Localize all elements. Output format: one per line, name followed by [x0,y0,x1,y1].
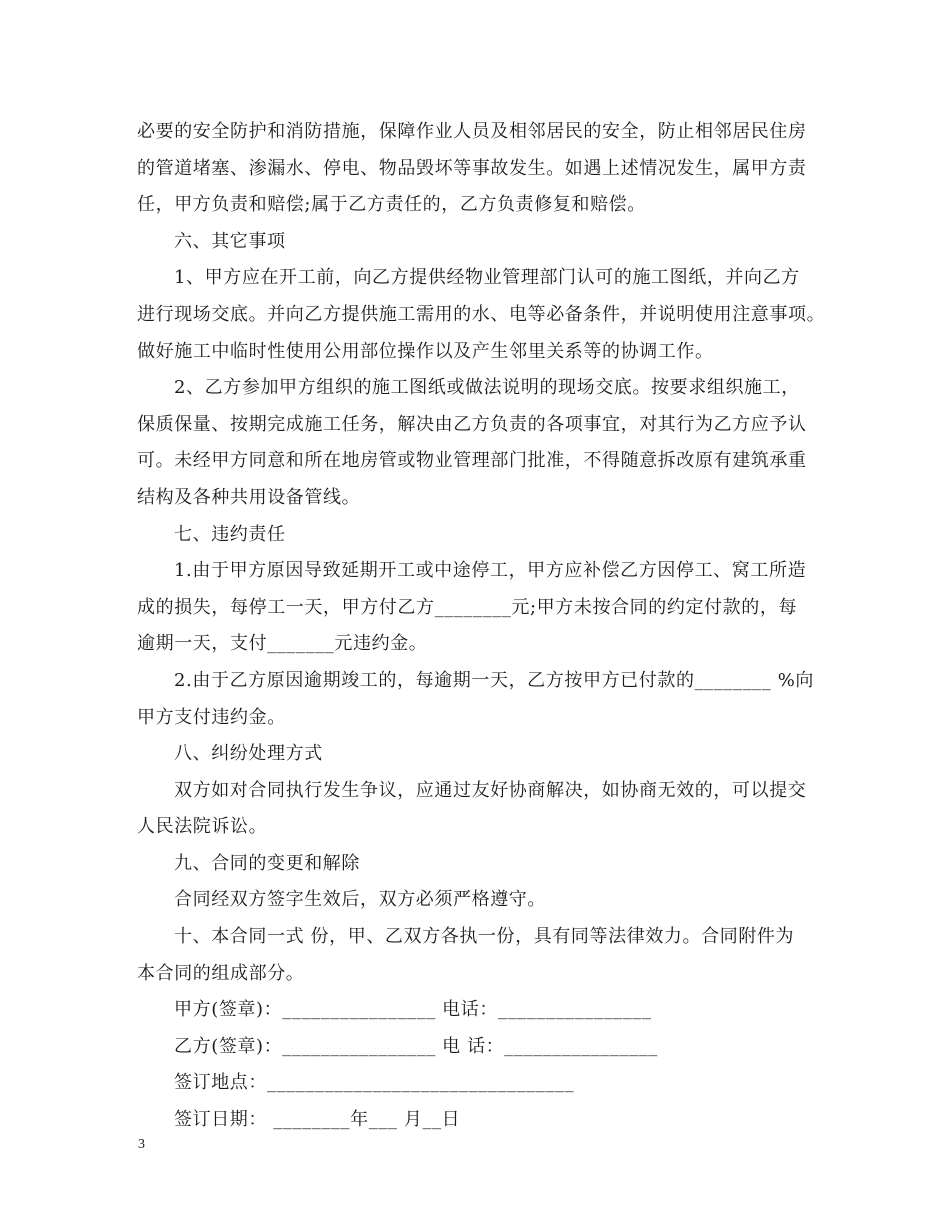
paragraph-line: 本合同的组成部分。 [137,962,305,984]
paragraph-line: 合同经双方签字生效后，双方必须严格遵守。 [174,889,546,911]
paragraph-line: 1、甲方应在开工前，向乙方提供经物业管理部门认可的施工图纸，并向乙方 [174,267,800,289]
signature-party-b: 乙方(签章)：________________ 电 话：________________ [174,1035,658,1057]
paragraph-line: 做好施工中临时性使用公用部位操作以及产生邻里关系等的协调工作。 [137,340,714,362]
paragraph-line: 结构及各种共用设备管线。 [137,486,361,508]
signing-place: 签订地点：________________________________ [174,1072,575,1094]
signing-date: 签订日期： ________年___ 月__日 [174,1109,461,1131]
paragraph-line: 2、乙方参加甲方组织的施工图纸或做法说明的现场交底。按要求组织施工， [174,377,800,399]
paragraph-line: 甲方支付违约金。 [137,706,286,728]
page-number: 3 [138,1137,145,1152]
paragraph-line: 任，甲方负责和赔偿;属于乙方责任的，乙方负责修复和赔偿。 [137,194,646,216]
paragraph-line: 可。未经甲方同意和所在地房管或物业管理部门批准，不得随意拆改原有建筑承重 [137,450,807,472]
section-heading-10: 十、本合同一式 份，甲、乙双方各执一份，具有同等法律效力。合同附件为 [174,926,795,948]
paragraph-line: 成的损失，每停工一天，甲方付乙方________元;甲方未按合同的约定付款的，每 [137,596,798,618]
signature-party-a: 甲方(签章)：________________ 电话：________________ [174,999,652,1021]
paragraph-line: 2.由于乙方原因逾期竣工的，每逾期一天，乙方按甲方已付款的________ %向 [174,669,814,691]
paragraph-line: 必要的安全防护和消防措施，保障作业人员及相邻居民的安全，防止相邻居民住房 [137,121,807,142]
section-heading-6: 六、其它事项 [174,230,286,252]
paragraph-line: 双方如对合同执行发生争议，应通过友好协商解决，如协商无效的，可以提交 [174,779,807,801]
paragraph-line: 1.由于甲方原因导致延期开工或中途停工，甲方应补偿乙方因停工、窝工所造 [174,560,807,582]
paragraph-line: 逾期一天，支付_______元违约金。 [137,633,428,655]
paragraph-line: 的管道堵塞、渗漏水、停电、物品毁坏等事故发生。如遇上述情况发生，属甲方责 [137,157,807,179]
document-body [137,114,826,1139]
paragraph-line: 进行现场交底。并向乙方提供施工需用的水、电等必备条件，并说明使用注意事项。 [137,303,826,325]
section-heading-8: 八、纠纷处理方式 [174,743,323,765]
paragraph-line: 保质保量、按期完成施工任务，解决由乙方负责的各项事宜，对其行为乙方应予认 [137,413,807,435]
section-heading-7: 七、违约责任 [174,523,286,545]
paragraph-line: 人民法院诉讼。 [137,816,268,838]
section-heading-9: 九、合同的变更和解除 [174,852,360,874]
